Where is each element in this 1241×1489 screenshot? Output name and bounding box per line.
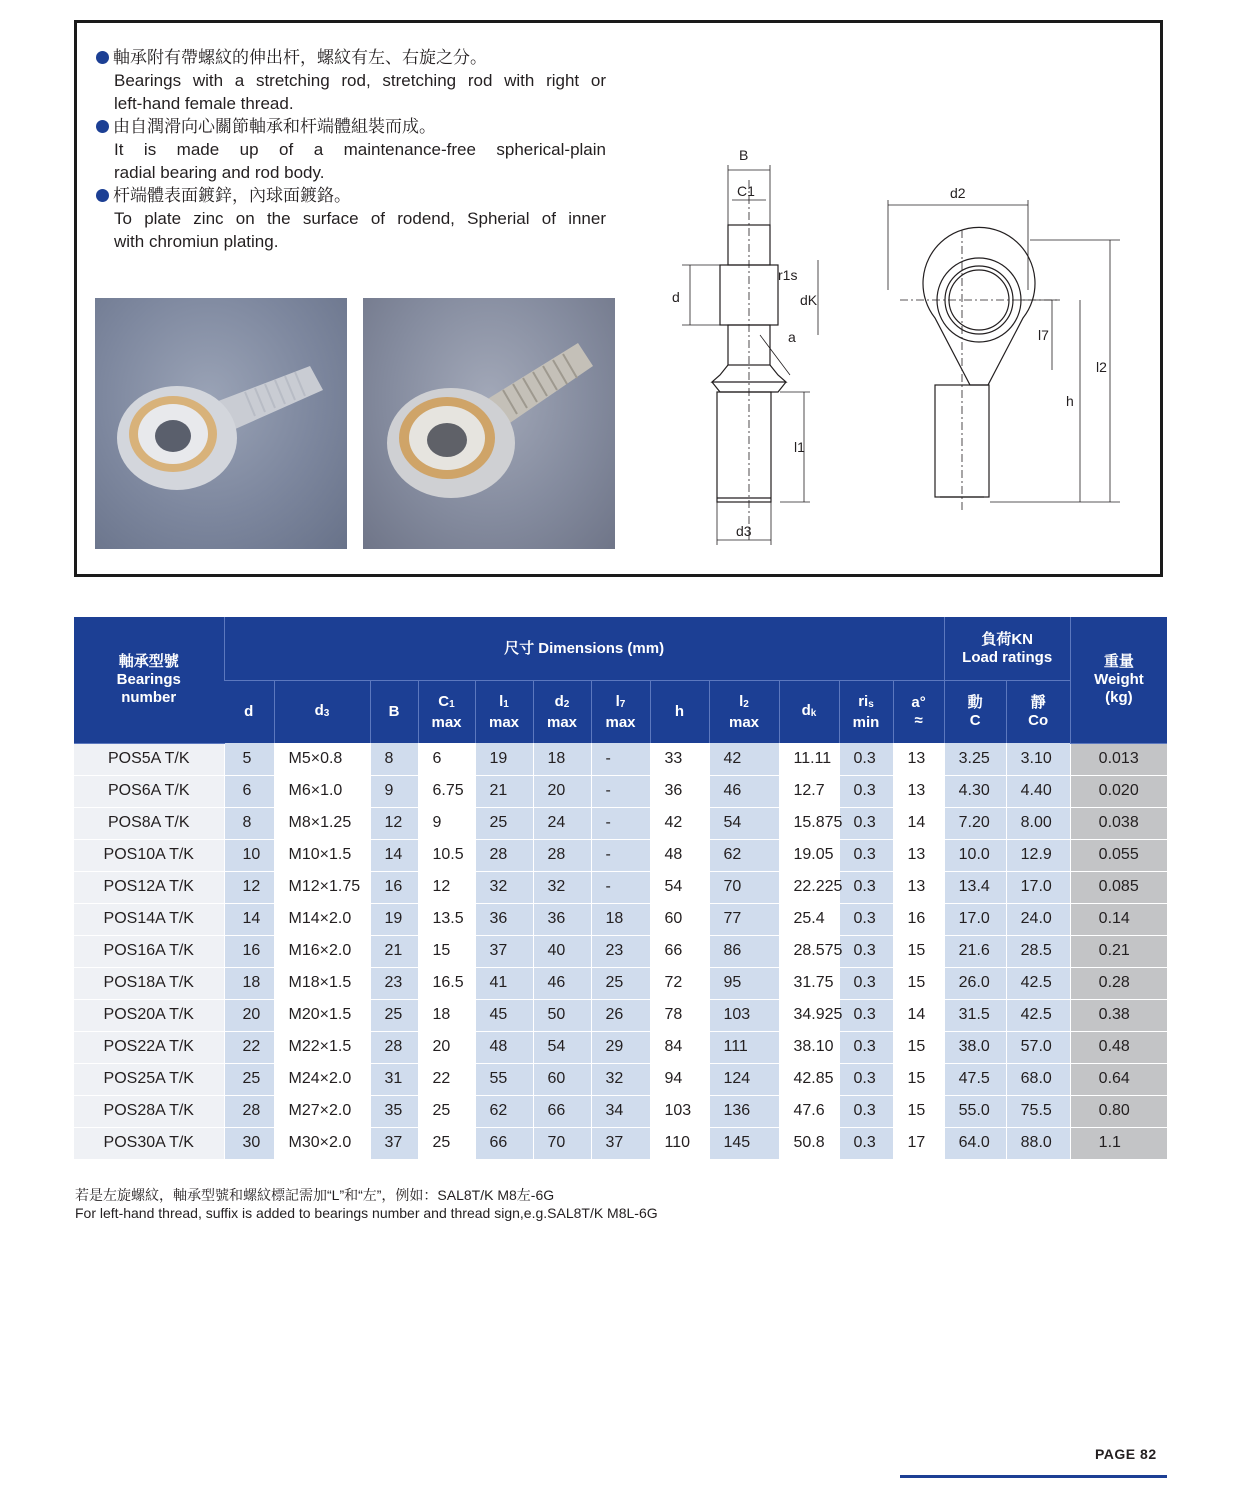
table-cell: 16 bbox=[893, 903, 944, 935]
feature-zh-text: 杆端體表面鍍鋅，內球面鍍鉻。 bbox=[113, 186, 351, 205]
table-cell: 5 bbox=[224, 743, 274, 775]
table-row bbox=[74, 775, 1167, 807]
table-cell: 36 bbox=[533, 903, 591, 935]
table-cell: 25 bbox=[418, 1095, 475, 1127]
bullet-icon bbox=[96, 120, 109, 133]
label-l7: l7 bbox=[1038, 327, 1049, 343]
table-cell: 0.14 bbox=[1070, 903, 1167, 935]
table-cell: 75.5 bbox=[1006, 1095, 1070, 1127]
table-cell: 136 bbox=[709, 1095, 779, 1127]
table-cell: 18 bbox=[533, 743, 591, 775]
table-cell: 22.225 bbox=[779, 871, 839, 903]
bullet-icon bbox=[96, 51, 109, 64]
table-cell: 124 bbox=[709, 1063, 779, 1095]
table-cell: 25 bbox=[224, 1063, 274, 1095]
table-cell: 95 bbox=[709, 967, 779, 999]
table-cell: 21 bbox=[370, 935, 418, 967]
table-cell: 17 bbox=[893, 1127, 944, 1159]
table-cell: 19 bbox=[370, 903, 418, 935]
table-cell: 41 bbox=[475, 967, 533, 999]
table-cell: 15 bbox=[893, 1063, 944, 1095]
table-cell: 20 bbox=[533, 775, 591, 807]
label-h: h bbox=[1066, 393, 1074, 409]
bearing-number-cell: POS10A T/K bbox=[74, 839, 224, 871]
table-cell: 15 bbox=[893, 935, 944, 967]
col-load-ratings: 負荷KN Load ratings bbox=[944, 617, 1070, 681]
table-cell: 15 bbox=[893, 1095, 944, 1127]
rod-end-photo-smooth bbox=[95, 298, 347, 549]
col-d3: $d_3$ bbox=[274, 681, 370, 744]
table-cell: 25 bbox=[418, 1127, 475, 1159]
table-cell: 40 bbox=[533, 935, 591, 967]
col-ris: $ri_s$ min bbox=[839, 681, 893, 744]
feature-zh-3 bbox=[96, 184, 606, 207]
table-cell: 13.5 bbox=[418, 903, 475, 935]
bearing-number-cell: POS6A T/K bbox=[74, 775, 224, 807]
table-cell: 9 bbox=[418, 807, 475, 839]
table-cell: 110 bbox=[650, 1127, 709, 1159]
table-cell: - bbox=[591, 839, 650, 871]
bearing-number-cell: POS8A T/K bbox=[74, 807, 224, 839]
table-cell: 48 bbox=[650, 839, 709, 871]
table-cell: 42.5 bbox=[1006, 999, 1070, 1031]
feature-list bbox=[96, 46, 606, 253]
table-cell: 54 bbox=[650, 871, 709, 903]
col-dynamic-C: 動 C bbox=[944, 681, 1006, 744]
table-cell: 0.3 bbox=[839, 999, 893, 1031]
table-cell: 0.038 bbox=[1070, 807, 1167, 839]
table-cell: 19.05 bbox=[779, 839, 839, 871]
table-row bbox=[74, 967, 1167, 999]
table-cell: 94 bbox=[650, 1063, 709, 1095]
table-cell: 0.055 bbox=[1070, 839, 1167, 871]
table-cell: 28 bbox=[370, 1031, 418, 1063]
table-cell: 0.3 bbox=[839, 871, 893, 903]
table-cell: 24 bbox=[533, 807, 591, 839]
table-cell: 84 bbox=[650, 1031, 709, 1063]
table-cell: 42.5 bbox=[1006, 967, 1070, 999]
table-row bbox=[74, 935, 1167, 967]
table-cell: 32 bbox=[475, 871, 533, 903]
col-static-Co: 靜 Co bbox=[1006, 681, 1070, 744]
table-cell: 10 bbox=[224, 839, 274, 871]
bullet-icon bbox=[96, 189, 109, 202]
table-cell: 32 bbox=[591, 1063, 650, 1095]
table-cell: 12.7 bbox=[779, 775, 839, 807]
table-cell: 32 bbox=[533, 871, 591, 903]
table-cell: 37 bbox=[475, 935, 533, 967]
table-cell: 54 bbox=[533, 1031, 591, 1063]
col-l7: $l_7$ max bbox=[591, 681, 650, 744]
table-cell: 16.5 bbox=[418, 967, 475, 999]
table-cell: 0.020 bbox=[1070, 775, 1167, 807]
table-cell: 0.48 bbox=[1070, 1031, 1167, 1063]
table-row bbox=[74, 871, 1167, 903]
label-d3: d3 bbox=[736, 523, 752, 539]
col-d: d bbox=[224, 681, 274, 744]
table-cell: 103 bbox=[709, 999, 779, 1031]
table-cell: 31 bbox=[370, 1063, 418, 1095]
feature-zh-text: 由自潤滑向心關節軸承和杆端體組裝而成。 bbox=[113, 117, 436, 136]
table-cell: 0.3 bbox=[839, 935, 893, 967]
table-cell: 28.5 bbox=[1006, 935, 1070, 967]
table-cell: 46 bbox=[709, 775, 779, 807]
table-cell: 50 bbox=[533, 999, 591, 1031]
table-cell: 17.0 bbox=[944, 903, 1006, 935]
table-cell: 62 bbox=[709, 839, 779, 871]
table-cell: 29 bbox=[591, 1031, 650, 1063]
table-cell: 0.3 bbox=[839, 1127, 893, 1159]
feature-en-1b: left-hand female thread. bbox=[114, 94, 294, 113]
table-cell: 4.30 bbox=[944, 775, 1006, 807]
bearing-number-cell: POS25A T/K bbox=[74, 1063, 224, 1095]
table-cell: 8 bbox=[370, 743, 418, 775]
table-cell: 3.25 bbox=[944, 743, 1006, 775]
col-h: h bbox=[650, 681, 709, 744]
table-row bbox=[74, 743, 1167, 775]
label-l2: l2 bbox=[1096, 359, 1107, 375]
table-cell: 0.3 bbox=[839, 1031, 893, 1063]
table-row bbox=[74, 1031, 1167, 1063]
table-cell: 0.3 bbox=[839, 967, 893, 999]
table-row bbox=[74, 807, 1167, 839]
table-cell: 13 bbox=[893, 743, 944, 775]
table-cell: 19 bbox=[475, 743, 533, 775]
table-cell: 42 bbox=[650, 807, 709, 839]
table-cell: 42.85 bbox=[779, 1063, 839, 1095]
table-cell: 36 bbox=[475, 903, 533, 935]
table-cell: 78 bbox=[650, 999, 709, 1031]
table-cell: 12 bbox=[370, 807, 418, 839]
table-cell: 70 bbox=[533, 1127, 591, 1159]
table-cell: 31.75 bbox=[779, 967, 839, 999]
footnote-zh: 若是左旋螺紋，軸承型號和螺紋標記需加“L”和“左”，例如：SAL8T/K M8左-6G bbox=[75, 1187, 555, 1203]
table-cell: 30 bbox=[224, 1127, 274, 1159]
table-cell: 28 bbox=[533, 839, 591, 871]
table-cell: 66 bbox=[533, 1095, 591, 1127]
label-r1s: r1s bbox=[778, 267, 798, 283]
table-cell: 4.40 bbox=[1006, 775, 1070, 807]
feature-zh-1 bbox=[96, 46, 606, 69]
table-cell: 47.6 bbox=[779, 1095, 839, 1127]
table-cell: 0.38 bbox=[1070, 999, 1167, 1031]
page-rule bbox=[900, 1475, 1167, 1478]
table-cell: 0.3 bbox=[839, 743, 893, 775]
bearing-number-cell: POS16A T/K bbox=[74, 935, 224, 967]
table-cell: M10×1.5 bbox=[274, 839, 370, 871]
table-cell: - bbox=[591, 807, 650, 839]
table-cell: 28.575 bbox=[779, 935, 839, 967]
table-cell: 66 bbox=[475, 1127, 533, 1159]
table-cell: M24×2.0 bbox=[274, 1063, 370, 1095]
table-cell: - bbox=[591, 743, 650, 775]
table-cell: 50.8 bbox=[779, 1127, 839, 1159]
bearing-number-cell: POS30A T/K bbox=[74, 1127, 224, 1159]
table-cell: 6 bbox=[418, 743, 475, 775]
col-alpha: a° ≈ bbox=[893, 681, 944, 744]
table-cell: 16 bbox=[370, 871, 418, 903]
table-cell: 86 bbox=[709, 935, 779, 967]
table-cell: 21 bbox=[475, 775, 533, 807]
col-weight: 重量 Weight (kg) bbox=[1070, 617, 1167, 743]
table-row bbox=[74, 1063, 1167, 1095]
table-cell: - bbox=[591, 871, 650, 903]
table-cell: 25 bbox=[475, 807, 533, 839]
table-cell: 22 bbox=[418, 1063, 475, 1095]
table-cell: 8 bbox=[224, 807, 274, 839]
table-cell: 11.11 bbox=[779, 743, 839, 775]
table-cell: 23 bbox=[591, 935, 650, 967]
table-cell: 46 bbox=[533, 967, 591, 999]
table-cell: 12.9 bbox=[1006, 839, 1070, 871]
table-cell: 37 bbox=[370, 1127, 418, 1159]
table-cell: 0.013 bbox=[1070, 743, 1167, 775]
table-cell: 68.0 bbox=[1006, 1063, 1070, 1095]
table-row bbox=[74, 999, 1167, 1031]
label-d2: d2 bbox=[950, 185, 966, 201]
label-dk: dK bbox=[800, 292, 818, 308]
table-cell: 36 bbox=[650, 775, 709, 807]
table-cell: 47.5 bbox=[944, 1063, 1006, 1095]
table-cell: 22 bbox=[224, 1031, 274, 1063]
label-l1: l1 bbox=[794, 439, 805, 455]
col-l2: $l_2$ max bbox=[709, 681, 779, 744]
table-cell: 13 bbox=[893, 839, 944, 871]
table-cell: M12×1.75 bbox=[274, 871, 370, 903]
table-cell: 34.925 bbox=[779, 999, 839, 1031]
page-number: PAGE 82 bbox=[1095, 1446, 1157, 1462]
col-l1: $l_1$ max bbox=[475, 681, 533, 744]
table-cell: 15 bbox=[893, 1031, 944, 1063]
feature-en-2b: radial bearing and rod body. bbox=[114, 163, 325, 182]
table-cell: 8.00 bbox=[1006, 807, 1070, 839]
table-cell: M20×1.5 bbox=[274, 999, 370, 1031]
table-cell: 72 bbox=[650, 967, 709, 999]
table-cell: 60 bbox=[650, 903, 709, 935]
table-cell: 13 bbox=[893, 775, 944, 807]
table-cell: 6.75 bbox=[418, 775, 475, 807]
bearing-number-cell: POS18A T/K bbox=[74, 967, 224, 999]
table-cell: 25.4 bbox=[779, 903, 839, 935]
footnote bbox=[75, 1186, 658, 1222]
col-B: B bbox=[370, 681, 418, 744]
table-cell: 103 bbox=[650, 1095, 709, 1127]
table-cell: 18 bbox=[591, 903, 650, 935]
table-cell: 3.10 bbox=[1006, 743, 1070, 775]
table-cell: 38.10 bbox=[779, 1031, 839, 1063]
table-cell: 54 bbox=[709, 807, 779, 839]
feature-en-1a: Bearings with a stretching rod, stretching rod with right or bbox=[114, 71, 606, 90]
table-cell: 88.0 bbox=[1006, 1127, 1070, 1159]
col-C1: $C_1$ max bbox=[418, 681, 475, 744]
table-cell: 0.3 bbox=[839, 903, 893, 935]
table-cell: 24.0 bbox=[1006, 903, 1070, 935]
table-cell: 55.0 bbox=[944, 1095, 1006, 1127]
table-cell: 17.0 bbox=[1006, 871, 1070, 903]
table-cell: 20 bbox=[224, 999, 274, 1031]
table-cell: M27×2.0 bbox=[274, 1095, 370, 1127]
bearing-number-cell: POS20A T/K bbox=[74, 999, 224, 1031]
table-cell: 18 bbox=[224, 967, 274, 999]
table-cell: 15.875 bbox=[779, 807, 839, 839]
table-cell: M30×2.0 bbox=[274, 1127, 370, 1159]
table-cell: 70 bbox=[709, 871, 779, 903]
table-cell: 20 bbox=[418, 1031, 475, 1063]
col-dk: $d_k$ bbox=[779, 681, 839, 744]
table-row bbox=[74, 839, 1167, 871]
col-d2: $d_2$ max bbox=[533, 681, 591, 744]
table-cell: 15 bbox=[418, 935, 475, 967]
col-bearing-number: 軸承型號 Bearings number bbox=[74, 617, 224, 743]
table-cell: 25 bbox=[591, 967, 650, 999]
table-cell: 145 bbox=[709, 1127, 779, 1159]
table-cell: 31.5 bbox=[944, 999, 1006, 1031]
table-cell: 45 bbox=[475, 999, 533, 1031]
table-row bbox=[74, 1095, 1167, 1127]
label-a: a bbox=[788, 329, 796, 345]
table-cell: 0.3 bbox=[839, 839, 893, 871]
table-cell: 0.3 bbox=[839, 775, 893, 807]
table-cell: 12 bbox=[418, 871, 475, 903]
table-cell: 42 bbox=[709, 743, 779, 775]
table-cell: 0.80 bbox=[1070, 1095, 1167, 1127]
table-cell: 14 bbox=[370, 839, 418, 871]
table-cell: 0.28 bbox=[1070, 967, 1167, 999]
table-cell: M16×2.0 bbox=[274, 935, 370, 967]
table-cell: 0.64 bbox=[1070, 1063, 1167, 1095]
table-cell: 26 bbox=[591, 999, 650, 1031]
label-B: B bbox=[739, 147, 749, 163]
table-cell: 13.4 bbox=[944, 871, 1006, 903]
table-cell: M8×1.25 bbox=[274, 807, 370, 839]
spec-table-body bbox=[74, 743, 1167, 1159]
table-cell: 18 bbox=[418, 999, 475, 1031]
table-cell: 55 bbox=[475, 1063, 533, 1095]
table-cell: 7.20 bbox=[944, 807, 1006, 839]
table-cell: 0.085 bbox=[1070, 871, 1167, 903]
table-cell: 14 bbox=[893, 807, 944, 839]
table-cell: 0.3 bbox=[839, 807, 893, 839]
spec-table bbox=[74, 617, 1167, 1160]
table-cell: 77 bbox=[709, 903, 779, 935]
table-cell: 13 bbox=[893, 871, 944, 903]
table-row bbox=[74, 903, 1167, 935]
bearing-number-cell: POS22A T/K bbox=[74, 1031, 224, 1063]
feature-en-3a: To plate zinc on the surface of rodend, Spherial of inner bbox=[114, 209, 606, 228]
table-cell: 16 bbox=[224, 935, 274, 967]
table-cell: 9 bbox=[370, 775, 418, 807]
table-cell: 60 bbox=[533, 1063, 591, 1095]
table-cell: M14×2.0 bbox=[274, 903, 370, 935]
table-cell: 15 bbox=[893, 967, 944, 999]
table-cell: 0.3 bbox=[839, 1095, 893, 1127]
table-cell: 48 bbox=[475, 1031, 533, 1063]
bearing-number-cell: POS12A T/K bbox=[74, 871, 224, 903]
table-cell: 111 bbox=[709, 1031, 779, 1063]
bearing-number-cell: POS28A T/K bbox=[74, 1095, 224, 1127]
table-cell: M6×1.0 bbox=[274, 775, 370, 807]
table-cell: 64.0 bbox=[944, 1127, 1006, 1159]
label-d: d bbox=[672, 289, 680, 305]
bearing-number-cell: POS14A T/K bbox=[74, 903, 224, 935]
table-cell: M5×0.8 bbox=[274, 743, 370, 775]
table-cell: 38.0 bbox=[944, 1031, 1006, 1063]
table-cell: 14 bbox=[224, 903, 274, 935]
feature-en-3b: with chromiun plating. bbox=[114, 232, 279, 251]
table-cell: 28 bbox=[475, 839, 533, 871]
table-cell: 62 bbox=[475, 1095, 533, 1127]
table-cell: 35 bbox=[370, 1095, 418, 1127]
table-cell: 1.1 bbox=[1070, 1127, 1167, 1159]
footnote-en: For left-hand thread, suffix is added to bearings number and thread sign,e.g.SAL8T/K M8L-6G bbox=[75, 1205, 658, 1221]
table-cell: M22×1.5 bbox=[274, 1031, 370, 1063]
bearing-number-cell: POS5A T/K bbox=[74, 743, 224, 775]
label-C1: C1 bbox=[737, 183, 755, 199]
table-cell: 28 bbox=[224, 1095, 274, 1127]
table-cell: 34 bbox=[591, 1095, 650, 1127]
table-cell: 23 bbox=[370, 967, 418, 999]
table-cell: 6 bbox=[224, 775, 274, 807]
feature-en-2a: It is made up of a maintenance-free spherical-plain bbox=[114, 140, 606, 159]
col-dimensions: 尺寸 Dimensions (mm) bbox=[224, 617, 944, 681]
table-cell: M18×1.5 bbox=[274, 967, 370, 999]
feature-zh-text: 軸承附有帶螺紋的伸出杆，螺紋有左、右旋之分。 bbox=[113, 48, 487, 67]
table-cell: 12 bbox=[224, 871, 274, 903]
table-cell: - bbox=[591, 775, 650, 807]
table-cell: 33 bbox=[650, 743, 709, 775]
table-cell: 37 bbox=[591, 1127, 650, 1159]
table-cell: 66 bbox=[650, 935, 709, 967]
table-cell: 0.21 bbox=[1070, 935, 1167, 967]
table-cell: 10.5 bbox=[418, 839, 475, 871]
table-cell: 57.0 bbox=[1006, 1031, 1070, 1063]
rod-end-photo-threaded bbox=[363, 298, 615, 549]
feature-zh-2 bbox=[96, 115, 606, 138]
table-cell: 0.3 bbox=[839, 1063, 893, 1095]
technical-drawing bbox=[660, 140, 1130, 560]
table-cell: 25 bbox=[370, 999, 418, 1031]
table-cell: 10.0 bbox=[944, 839, 1006, 871]
table-cell: 21.6 bbox=[944, 935, 1006, 967]
table-row bbox=[74, 1127, 1167, 1159]
table-cell: 26.0 bbox=[944, 967, 1006, 999]
table-cell: 14 bbox=[893, 999, 944, 1031]
